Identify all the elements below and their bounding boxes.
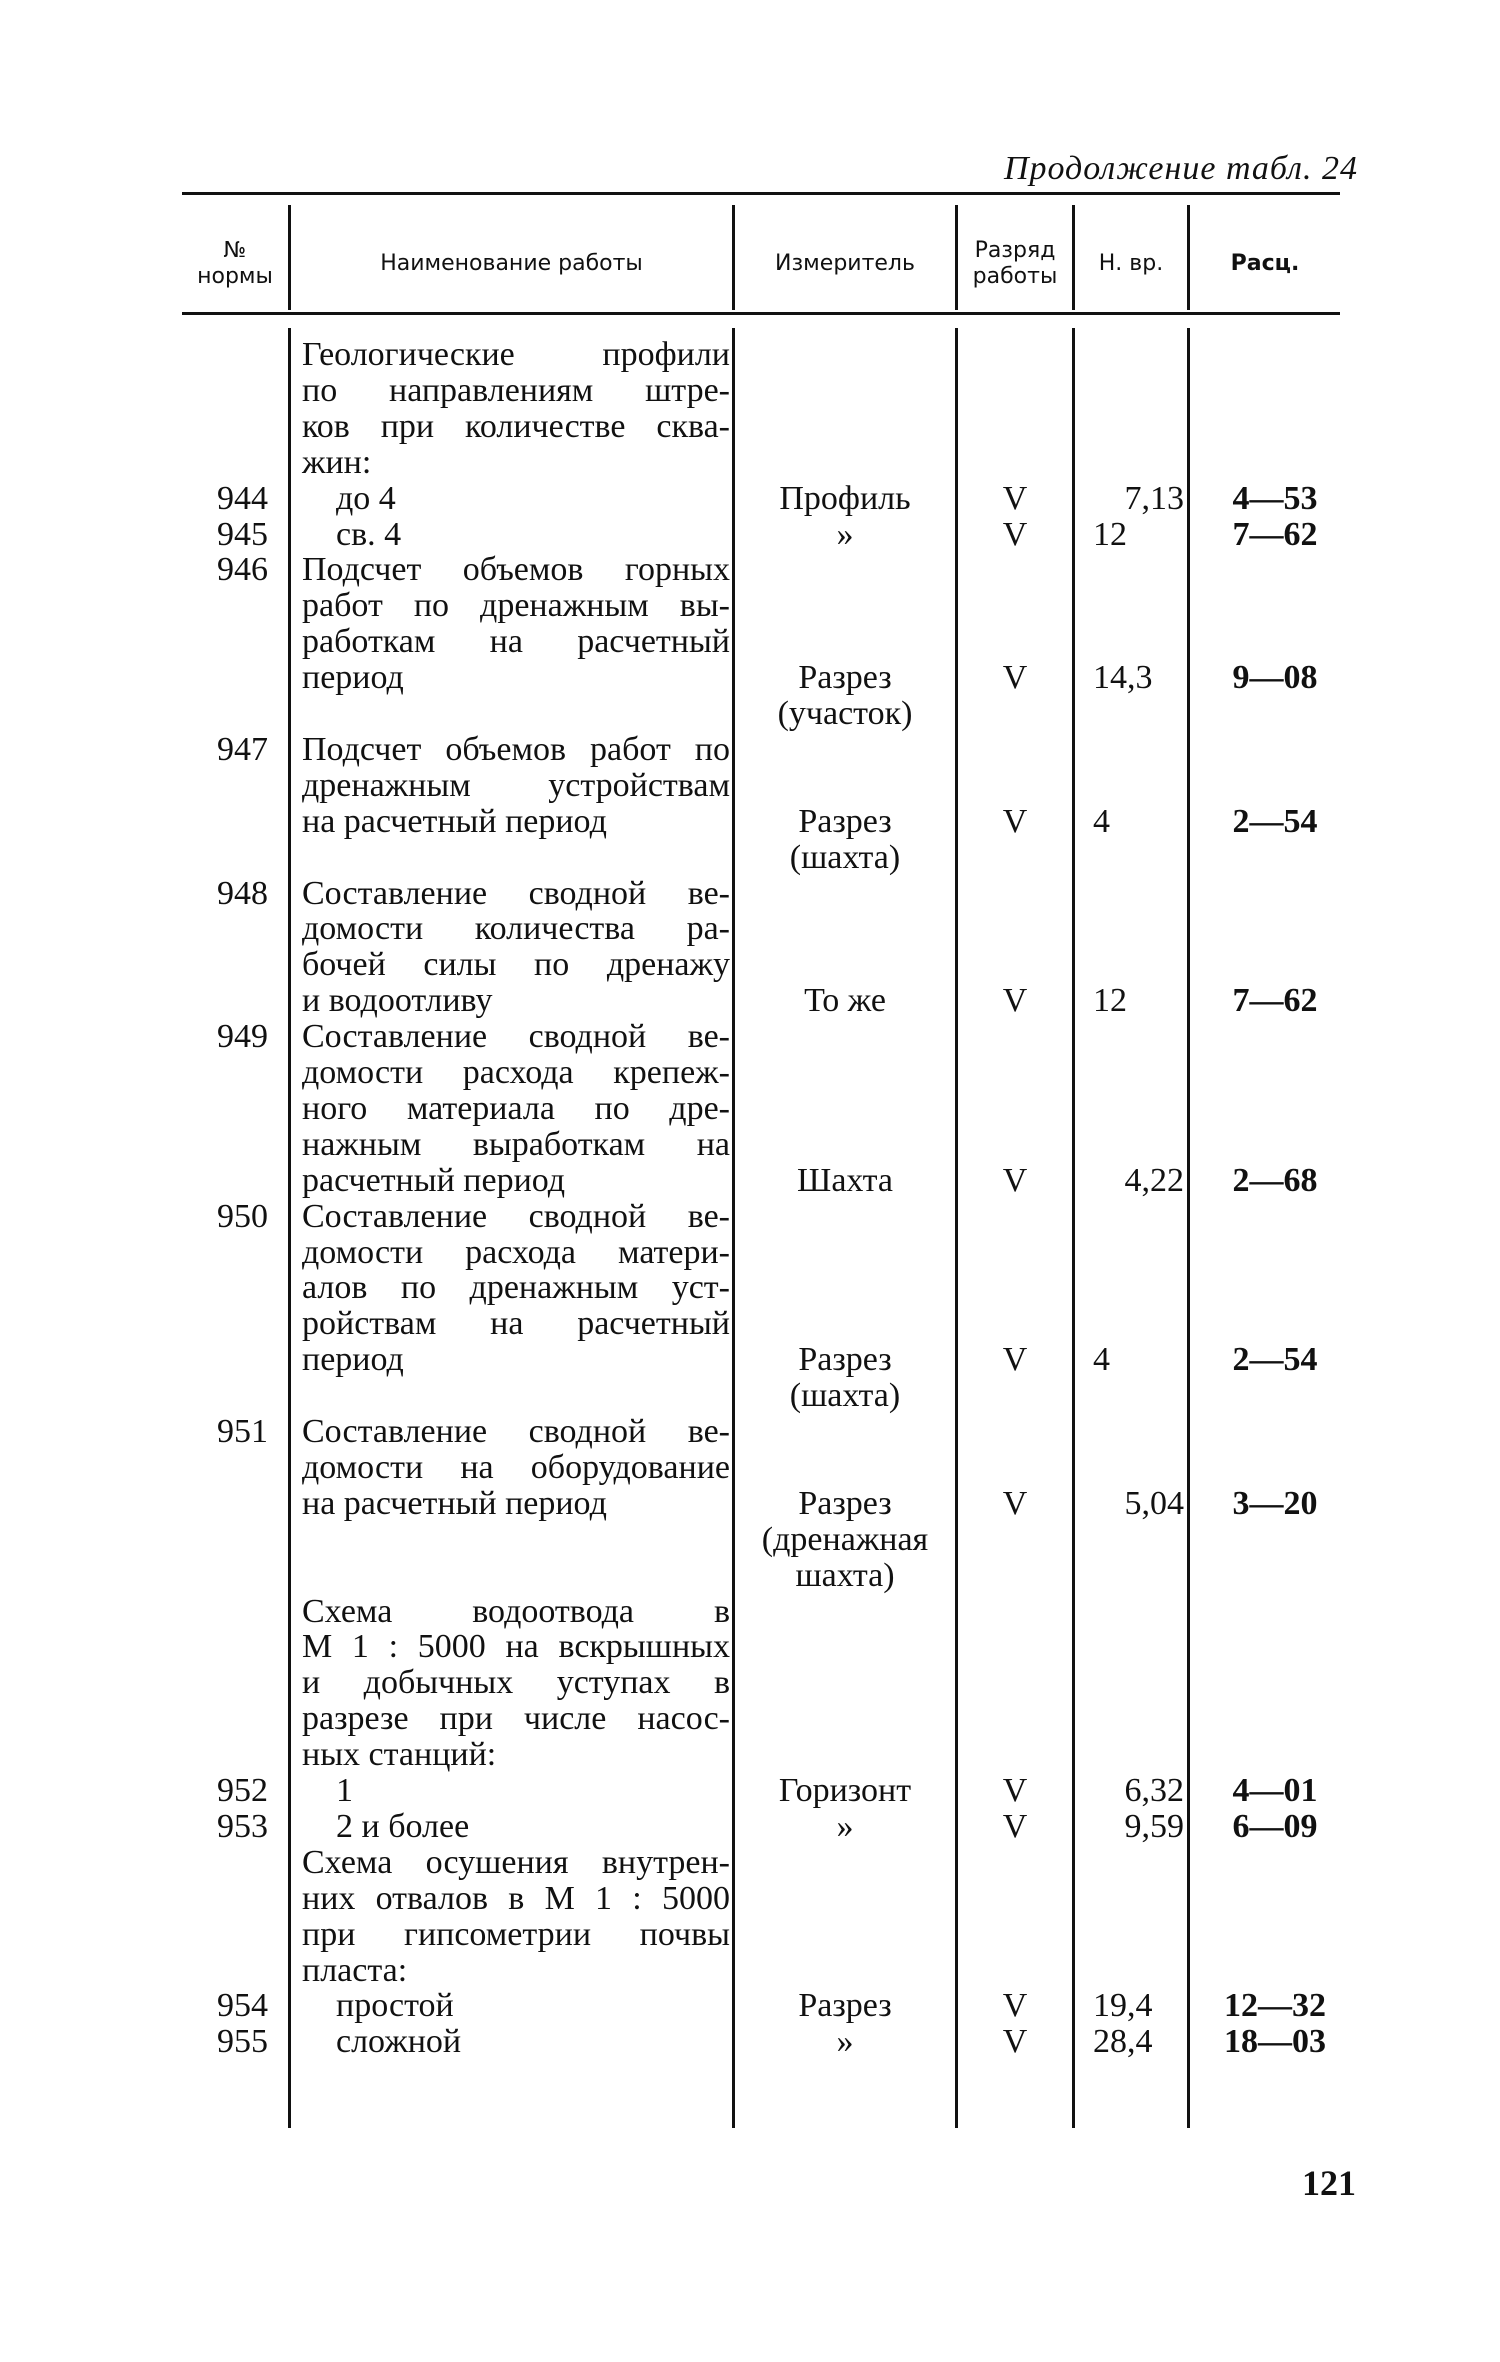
table-row xyxy=(0,1486,1500,1522)
work-name: на расчетный период xyxy=(302,803,607,840)
work-name: ных станций: xyxy=(302,1736,497,1773)
time-norm: 12 xyxy=(1093,516,1127,553)
rate-value: 9—08 xyxy=(1232,659,1318,696)
norm-number: 950 xyxy=(217,1198,268,1235)
norm-number: 954 xyxy=(217,1987,268,2024)
time-norm: 19,4 xyxy=(1093,1987,1153,2024)
table-row xyxy=(0,696,1500,732)
norm-number: 944 xyxy=(217,480,268,517)
rate-value: 3—20 xyxy=(1232,1485,1318,1522)
work-name: домости на оборудование xyxy=(302,1449,730,1486)
table-row xyxy=(0,1594,1500,1630)
work-rank: V xyxy=(1002,1808,1028,1845)
work-rank: V xyxy=(1002,1162,1028,1199)
table-row xyxy=(0,1773,1500,1809)
table-row xyxy=(0,1809,1500,1845)
work-rank: V xyxy=(1002,982,1028,1019)
time-norm: 4 xyxy=(1093,1341,1110,1378)
time-norm: 4,22 xyxy=(1124,1162,1184,1199)
header-rate-text: Расц. xyxy=(1230,251,1300,276)
work-name: 2 и более xyxy=(336,1808,470,1845)
header-measure xyxy=(735,216,955,312)
table-row xyxy=(0,373,1500,409)
table-row xyxy=(0,337,1500,373)
measure-unit: (дренажная xyxy=(761,1521,929,1558)
table-row xyxy=(0,1737,1500,1773)
rate-value: 18—03 xyxy=(1224,2023,1326,2060)
work-rank: V xyxy=(1002,1772,1028,1809)
work-name: Подсчет объемов горных xyxy=(302,551,730,588)
table-row xyxy=(0,552,1500,588)
norm-number: 946 xyxy=(217,551,268,588)
page-number: 121 xyxy=(1302,2163,1356,2203)
time-norm: 9,59 xyxy=(1124,1808,1184,1845)
header-no xyxy=(182,216,288,312)
measure-unit: Разрез xyxy=(798,1987,892,2024)
rate-value: 4—53 xyxy=(1232,480,1318,517)
measure-unit: (шахта) xyxy=(789,839,901,876)
table-row xyxy=(0,876,1500,912)
work-name: бочей силы по дренажу xyxy=(302,946,730,983)
header-no-line1: № xyxy=(223,238,247,263)
work-name: Составление сводной ве- xyxy=(302,875,730,912)
table-row xyxy=(0,1881,1500,1917)
norm-number: 945 xyxy=(217,516,268,553)
work-rank: V xyxy=(1002,480,1028,517)
work-name: домости расхода крепеж- xyxy=(302,1054,730,1091)
table-row xyxy=(0,1055,1500,1091)
work-name: период xyxy=(302,1341,404,1378)
work-name: пласта: xyxy=(302,1952,408,1989)
time-norm: 5,04 xyxy=(1124,1485,1184,1522)
table-row xyxy=(0,1845,1500,1881)
work-name: Составление сводной ве- xyxy=(302,1018,730,1055)
table-row xyxy=(0,517,1500,553)
table-row xyxy=(0,732,1500,768)
measure-unit: То же xyxy=(804,982,886,1019)
measure-unit: Разрез xyxy=(798,803,892,840)
norm-number: 947 xyxy=(217,731,268,768)
time-norm: 6,32 xyxy=(1124,1772,1184,1809)
table-row xyxy=(0,1306,1500,1342)
measure-unit: Профиль xyxy=(779,480,911,517)
work-name: св. 4 xyxy=(336,516,402,553)
table-row xyxy=(0,588,1500,624)
work-rank: V xyxy=(1002,659,1028,696)
work-name: по направлениям штре- xyxy=(302,372,730,409)
header-rank xyxy=(958,216,1072,312)
header-rank-line1: Разряд xyxy=(974,238,1056,263)
measure-unit: Разрез xyxy=(798,1341,892,1378)
work-name: на расчетный период xyxy=(302,1485,607,1522)
table-row xyxy=(0,1235,1500,1271)
work-name: расчетный период xyxy=(302,1162,566,1199)
measure-unit: (участок) xyxy=(777,695,913,732)
work-rank: V xyxy=(1002,2023,1028,2060)
work-name: них отвалов в М 1 : 5000 xyxy=(302,1880,730,1917)
header-rate xyxy=(1190,216,1340,312)
table-row xyxy=(0,1988,1500,2024)
table-row xyxy=(0,1378,1500,1414)
norm-number: 952 xyxy=(217,1772,268,1809)
work-name: до 4 xyxy=(336,480,396,517)
table-row xyxy=(0,1701,1500,1737)
work-name: дренажным устройствам xyxy=(302,767,730,804)
table-row xyxy=(0,1163,1500,1199)
time-norm: 12 xyxy=(1093,982,1127,1019)
rate-value: 12—32 xyxy=(1224,1987,1326,2024)
work-name: Геологические профили xyxy=(302,336,730,373)
table-row xyxy=(0,409,1500,445)
work-name: домости количества ра- xyxy=(302,910,730,947)
work-name: и добычных уступах в xyxy=(302,1664,730,1701)
work-name: Схема водоотвода в xyxy=(302,1593,730,1630)
rate-value: 4—01 xyxy=(1232,1772,1318,1809)
header-rank-line2: работы xyxy=(972,264,1058,289)
rate-value: 2—54 xyxy=(1232,1341,1318,1378)
work-name: М 1 : 5000 на вскрышных xyxy=(302,1628,730,1665)
measure-unit: Разрез xyxy=(798,659,892,696)
table-row xyxy=(0,1414,1500,1450)
time-norm: 4 xyxy=(1093,803,1110,840)
table-row xyxy=(0,481,1500,517)
header-name xyxy=(291,216,732,312)
measure-unit: » xyxy=(836,516,854,553)
table-row xyxy=(0,1665,1500,1701)
rate-value: 7—62 xyxy=(1232,516,1318,553)
work-name: домости расхода матери- xyxy=(302,1234,730,1271)
table-row xyxy=(0,947,1500,983)
work-name: разрезе при числе насос- xyxy=(302,1700,730,1737)
rate-value: 2—54 xyxy=(1232,803,1318,840)
table-row xyxy=(0,624,1500,660)
norm-number: 951 xyxy=(217,1413,268,1450)
norm-number: 949 xyxy=(217,1018,268,1055)
work-name: жин: xyxy=(302,444,372,481)
work-name: простой xyxy=(336,1987,454,2024)
work-name: работкам на расчетный xyxy=(302,623,730,660)
table-row xyxy=(0,2024,1500,2060)
measure-unit: (шахта) xyxy=(789,1377,901,1414)
table-row xyxy=(0,1917,1500,1953)
measure-unit: Разрез xyxy=(798,1485,892,1522)
work-name: нажным выработкам на xyxy=(302,1126,730,1163)
measure-unit: Шахта xyxy=(797,1162,893,1199)
header-time-text: Н. вр. xyxy=(1098,251,1164,276)
time-norm: 28,4 xyxy=(1093,2023,1153,2060)
work-name: Подсчет объемов работ по xyxy=(302,731,730,768)
table-top-rule xyxy=(182,192,1340,195)
header-time xyxy=(1075,216,1187,312)
table-row xyxy=(0,1342,1500,1378)
work-name: Составление сводной ве- xyxy=(302,1413,730,1450)
table-row xyxy=(0,1953,1500,1989)
table-row xyxy=(0,983,1500,1019)
rate-value: 2—68 xyxy=(1232,1162,1318,1199)
table-row xyxy=(0,840,1500,876)
table-row xyxy=(0,1629,1500,1665)
norm-number: 948 xyxy=(217,875,268,912)
header-no-line2: нормы xyxy=(197,264,273,289)
table-row xyxy=(0,1199,1500,1235)
table-row xyxy=(0,1450,1500,1486)
table-row xyxy=(0,768,1500,804)
work-name: ного материала по дре- xyxy=(302,1090,730,1127)
work-name: и водоотливу xyxy=(302,982,493,1019)
table-row xyxy=(0,1127,1500,1163)
work-rank: V xyxy=(1002,516,1028,553)
work-name: ройствам на расчетный xyxy=(302,1305,730,1342)
work-name: алов по дренажным уст- xyxy=(302,1269,730,1306)
time-norm: 14,3 xyxy=(1093,659,1153,696)
table-row xyxy=(0,1558,1500,1594)
table-row xyxy=(0,445,1500,481)
work-name: 1 xyxy=(336,1772,353,1809)
work-name: сложной xyxy=(336,2023,462,2060)
rate-value: 6—09 xyxy=(1232,1808,1318,1845)
work-name: Составление сводной ве- xyxy=(302,1198,730,1235)
measure-unit: » xyxy=(836,2023,854,2060)
rate-value: 7—62 xyxy=(1232,982,1318,1019)
measure-unit: шахта) xyxy=(795,1557,895,1594)
norm-number: 955 xyxy=(217,2023,268,2060)
work-rank: V xyxy=(1002,803,1028,840)
work-name: ков при количестве сква- xyxy=(302,408,730,445)
work-name: Схема осушения внутрен- xyxy=(302,1844,730,1881)
table-row xyxy=(0,1522,1500,1558)
table-row xyxy=(0,1019,1500,1055)
table-row xyxy=(0,1270,1500,1306)
time-norm: 7,13 xyxy=(1124,480,1184,517)
work-rank: V xyxy=(1002,1341,1028,1378)
header-bottom-rule xyxy=(182,312,1340,315)
work-rank: V xyxy=(1002,1987,1028,2024)
table-row xyxy=(0,911,1500,947)
header-name-text: Наименование работы xyxy=(380,251,643,276)
work-name: при гипсометрии почвы xyxy=(302,1916,730,1953)
header-measure-text: Измеритель xyxy=(775,251,915,276)
table-row xyxy=(0,1091,1500,1127)
table-row xyxy=(0,660,1500,696)
work-name: период xyxy=(302,659,404,696)
work-name: работ по дренажным вы- xyxy=(302,587,730,624)
work-rank: V xyxy=(1002,1485,1028,1522)
measure-unit: Горизонт xyxy=(778,1772,912,1809)
measure-unit: » xyxy=(836,1808,854,1845)
norm-number: 953 xyxy=(217,1808,268,1845)
table-row xyxy=(0,804,1500,840)
continuation-caption: Продолжение табл. 24 xyxy=(1003,150,1358,187)
